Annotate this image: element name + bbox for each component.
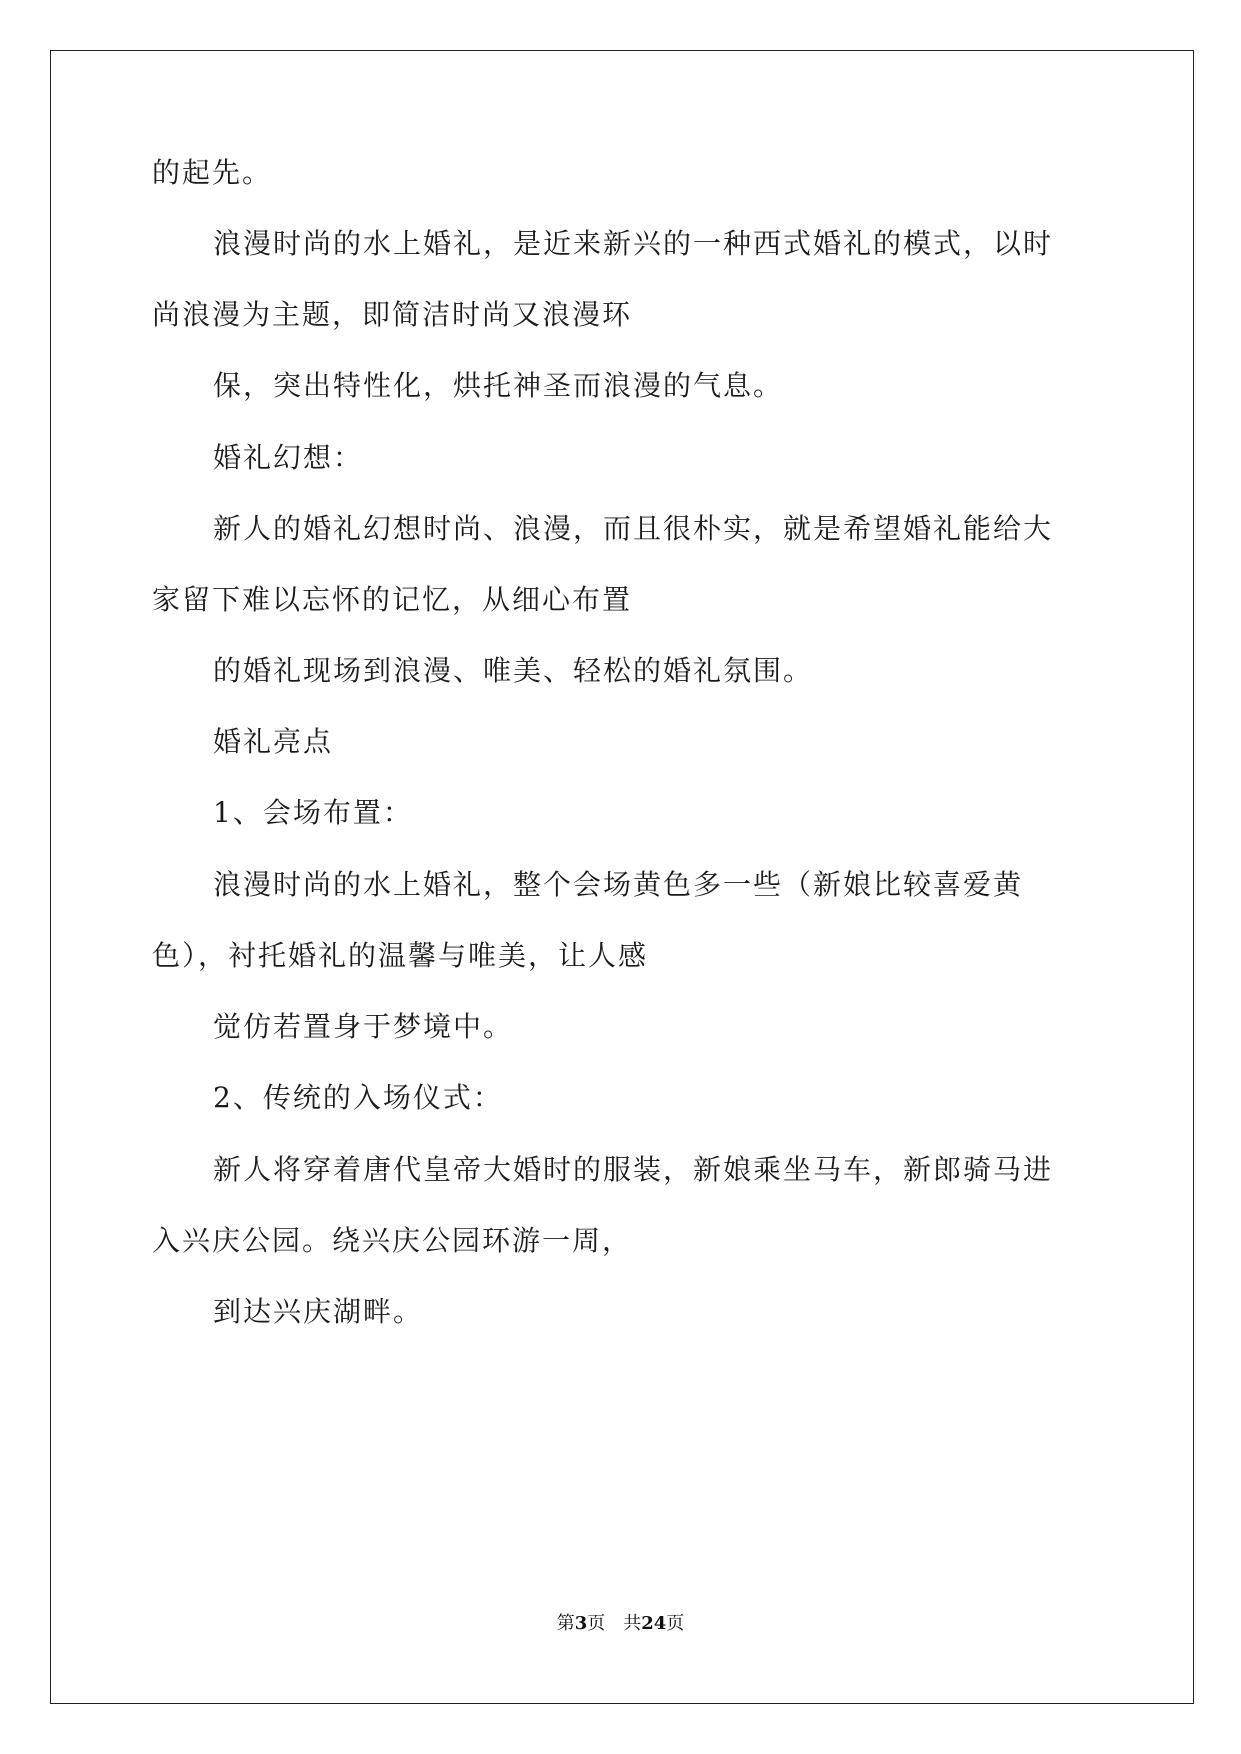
text-line-17: 到达兴庆湖畔。	[213, 1295, 424, 1328]
page-footer	[0, 1612, 1241, 1636]
text-line-8: 的婚礼现场到浪漫、唯美、轻松的婚礼氛围。	[213, 654, 814, 687]
text-line-13: 觉仿若置身于梦境中。	[213, 1010, 514, 1043]
footer-page-suffix: 页	[587, 1613, 606, 1634]
text-line-16: 入兴庆公园。绕兴庆公园环游一周，	[152, 1224, 633, 1257]
text-line-7: 家留下难以忘怀的记忆，从细心布置	[152, 583, 633, 616]
text-line-12: 色），衬托婚礼的温馨与唯美，让人感	[152, 939, 649, 972]
footer-total-pages: 24	[641, 1613, 667, 1634]
text-line-4: 保，突出特性化，烘托神圣而浪漫的气息。	[213, 369, 784, 402]
text-line-10: 1、会场布置：	[213, 796, 413, 829]
text-line-3: 尚浪漫为主题，即简洁时尚又浪漫环	[152, 298, 633, 331]
footer-total-prefix: 共	[623, 1613, 642, 1634]
footer-page-prefix: 第	[556, 1613, 575, 1634]
text-line-6: 新人的婚礼幻想时尚、浪漫，而且很朴实，就是希望婚礼能给大	[213, 512, 1054, 545]
footer-page-number: 3	[574, 1613, 588, 1634]
text-line-9: 婚礼亮点	[213, 725, 334, 758]
text-line-14: 2、传统的入场仪式：	[213, 1081, 503, 1114]
text-line-5: 婚礼幻想：	[213, 441, 364, 474]
text-line-2: 浪漫时尚的水上婚礼，是近来新兴的一种西式婚礼的模式，以时	[213, 227, 1054, 260]
text-line-11: 浪漫时尚的水上婚礼，整个会场黄色多一些（新娘比较喜爱黄	[213, 868, 1024, 901]
footer-total-suffix: 页	[666, 1613, 685, 1634]
text-line-15: 新人将穿着唐代皇帝大婚时的服装，新娘乘坐马车，新郎骑马进	[213, 1153, 1054, 1186]
text-line-1: 的起先。	[152, 156, 273, 189]
